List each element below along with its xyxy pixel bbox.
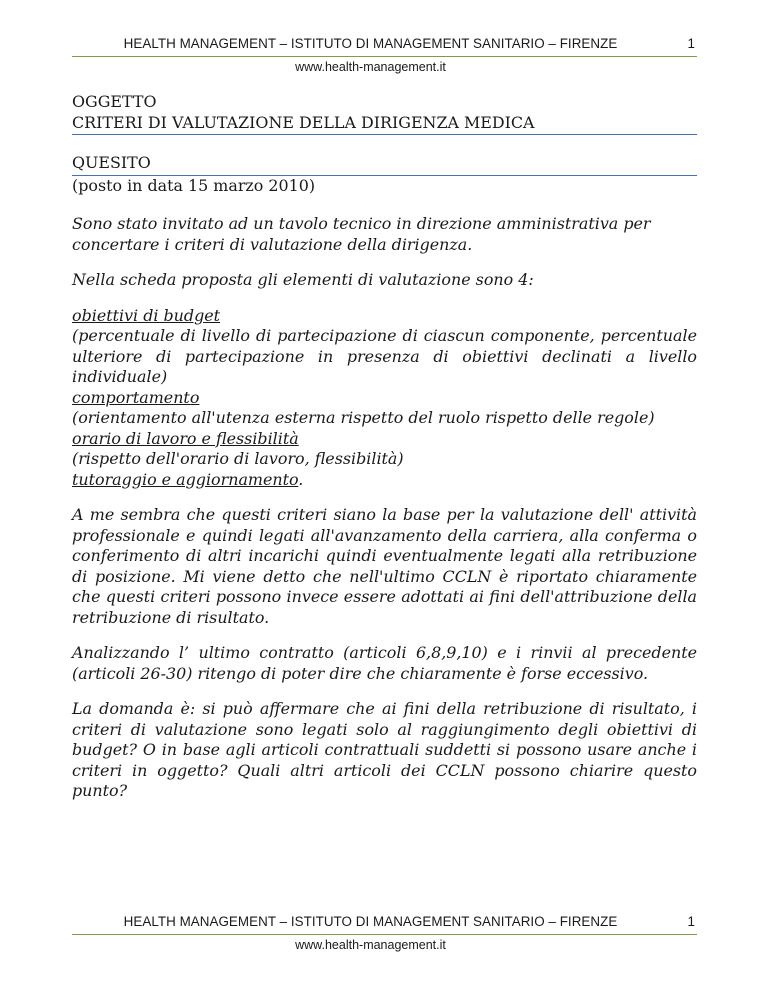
oggetto-heading: OGGETTO [72,92,157,111]
quesito-date-note: (posto in data 15 marzo 2010) [72,175,316,195]
criterion-detail-orario: (rispetto dell'orario di lavoro, flessibilità) [72,449,404,468]
paragraph-question: La domanda è: si può affermare che ai fini della retribuzione di risultato, i criteri di valutazione sono legati solo al raggiungimento degli obiettivi di budget? O in base agli articoli contrattuali suddetti si possono usare anche i criteri in oggetto? Quali altri articoli dei CCLN possono chiarire questo punto? [72,699,697,800]
criterion-title-comportamento: comportamento [72,387,200,407]
header-page-number: 1 [687,36,695,51]
document-body [72,92,697,802]
paragraph-intro: Sono stato invitato ad un tavolo tecnico in direzione amministrativa per concertare i criteri di valutazione della dirigenza. [72,214,651,254]
criterion-title-orario: orario di lavoro e flessibilità [72,428,299,448]
footer-url: www.health-management.it [295,938,446,952]
paragraph-elements: Nella scheda proposta gli elementi di valutazione sono 4: [72,270,534,289]
oggetto-text: CRITERI DI VALUTAZIONE DELLA DIRIGENZA MEDICA [72,113,697,136]
criterion-detail-comportamento: (orientamento all'utenza esterna rispetto del ruolo rispetto delle regole) [72,408,655,427]
criteria-list [72,306,697,491]
quesito-heading: QUESITO [72,153,697,176]
paragraph-analysis: Analizzando l’ ultimo contratto (articoli 6,8,9,10) e i rinvii al precedente (articoli 26-30) ritengo di poter dire che chiaramente è forse eccessivo. [72,643,697,683]
criterion-title-budget: obiettivi di budget [72,305,221,325]
footer-title: HEALTH MANAGEMENT – ISTITUTO DI MANAGEMENT SANITARIO – FIRENZE [123,914,618,929]
criterion-detail-budget: (percentuale di livello di partecipazione di ciascun componente, percentuale ulteriore di partecipazione in presenza di obiettivi declinati a livello individuale) [72,326,697,386]
page-header [72,36,697,74]
footer-page-number: 1 [687,914,695,929]
paragraph-opinion: A me sembra che questi criteri siano la base per la valutazione dell' attività professionale e quindi legati all'avanzamento della carriera, alla conferma o conferimento di altri incarichi quindi eventualmente legati alla retribuzione di posizione. Mi viene detto che nell'ultimo CCLN è riportato chiaramente che questi criteri possono invece essere adottati ai fini dell'attribuzione della retribuzione di risultato. [72,505,697,627]
page-footer [72,914,697,952]
footer-rule [72,934,697,935]
header-rule [72,56,697,57]
criterion-suffix-tutoraggio: . [298,469,304,489]
header-url: www.health-management.it [295,60,446,74]
header-title: HEALTH MANAGEMENT – ISTITUTO DI MANAGEMENT SANITARIO – FIRENZE [123,36,618,51]
criterion-title-tutoraggio: tutoraggio e aggiornamento [72,469,299,489]
